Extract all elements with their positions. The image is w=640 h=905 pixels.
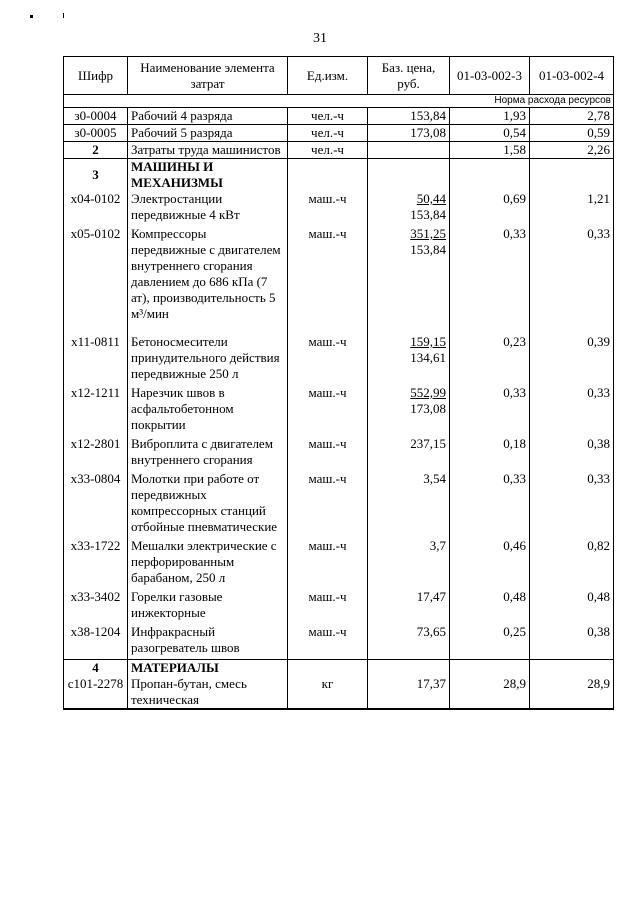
row-value-1: 0,33 (450, 471, 530, 538)
row-code: з0-0004 (64, 108, 128, 125)
row-price (368, 226, 450, 334)
row-value-1: 0,18 (450, 436, 530, 471)
header-unit: Ед.изм. (288, 57, 368, 95)
row-value-1: 0,46 (450, 538, 530, 589)
table-row (64, 125, 614, 142)
row-unit: маш.-ч (288, 624, 368, 660)
row-price-main: 552,99 (410, 385, 446, 400)
row-unit: маш.-ч (288, 538, 368, 589)
row-value-1: 0,25 (450, 624, 530, 660)
row-price-main: 159,15 (410, 334, 446, 349)
row-name: Инфракрасный разогреватель швов (128, 624, 288, 660)
section-title: МАШИНЫ И МЕХАНИЗМЫ (128, 159, 288, 192)
table-header (64, 57, 614, 95)
row-value-2: 2,26 (530, 142, 614, 159)
row-unit: чел.-ч (288, 125, 368, 142)
row-price-secondary: 134,61 (410, 350, 446, 365)
section-number: 3 (64, 159, 128, 192)
row-name: Нарезчик швов в асфальтобетонном покрытии (128, 385, 288, 436)
row-price-main: 50,44 (416, 191, 446, 206)
scan-speck (30, 15, 33, 18)
section-row (64, 660, 614, 677)
row-name: Рабочий 5 разряда (128, 125, 288, 142)
row-code: х12-1211 (64, 385, 128, 436)
table-row (64, 108, 614, 125)
row-price-secondary: 173,08 (410, 401, 446, 416)
table-row (64, 226, 614, 334)
scan-speck (63, 13, 64, 18)
row-value-1: 1,93 (450, 108, 530, 125)
row-value-1: 0,69 (450, 191, 530, 226)
row-price-main: 351,25 (410, 226, 446, 241)
section-number: 4 (64, 660, 128, 677)
row-price (368, 334, 450, 385)
row-value-1: 0,48 (450, 589, 530, 624)
row-value-2: 2,78 (530, 108, 614, 125)
row-price: 3,7 (368, 538, 450, 589)
header-price: Баз. цена, руб. (368, 57, 450, 95)
row-value-2: 28,9 (530, 676, 614, 709)
row-price: 73,65 (368, 624, 450, 660)
table-row (64, 385, 614, 436)
norm-caption-row (64, 95, 614, 108)
row-code: х33-3402 (64, 589, 128, 624)
row-code: х05-0102 (64, 226, 128, 334)
row-unit: маш.-ч (288, 385, 368, 436)
row-price: 237,15 (368, 436, 450, 471)
table-row (64, 436, 614, 471)
row-code: з0-0005 (64, 125, 128, 142)
row-code: с101-2278 (64, 676, 128, 709)
row-value-1: 0,33 (450, 385, 530, 436)
row-value-2: 0,39 (530, 334, 614, 385)
row-value-1: 28,9 (450, 676, 530, 709)
row-value-2: 0,33 (530, 226, 614, 334)
row-price: 173,08 (368, 125, 450, 142)
row-value-2: 0,48 (530, 589, 614, 624)
table-row (64, 334, 614, 385)
row-code: х33-0804 (64, 471, 128, 538)
row-unit: чел.-ч (288, 142, 368, 159)
row-value-1: 1,58 (450, 142, 530, 159)
row-value-1: 0,54 (450, 125, 530, 142)
row-price (368, 191, 450, 226)
header-name: Наименование элемента затрат (128, 57, 288, 95)
row-value-2: 0,33 (530, 471, 614, 538)
row-code: х04-0102 (64, 191, 128, 226)
row-name: Затраты труда машинистов (128, 142, 288, 159)
row-name: Компрессоры передвижные с двигателем внутреннего сгорания давлением до 686 кПа (7 ат), производительность 5 м³/мин (128, 226, 288, 334)
page-number: 31 (313, 31, 327, 46)
row-code: х33-1722 (64, 538, 128, 589)
row-unit: маш.-ч (288, 436, 368, 471)
table-row (64, 142, 614, 159)
table-row (64, 676, 614, 709)
row-price (368, 385, 450, 436)
row-value-1: 0,33 (450, 226, 530, 334)
section-number: 2 (64, 142, 128, 159)
row-price: 17,37 (368, 676, 450, 709)
row-name: Виброплита с двигателем внутреннего сгорания (128, 436, 288, 471)
row-price-secondary: 153,84 (410, 242, 446, 257)
row-code: х38-1204 (64, 624, 128, 660)
resource-norms-table (63, 56, 614, 710)
row-price (368, 142, 450, 159)
row-code: х12-2801 (64, 436, 128, 471)
row-code: х11-0811 (64, 334, 128, 385)
row-price: 153,84 (368, 108, 450, 125)
row-name: Электростанции передвижные 4 кВт (128, 191, 288, 226)
section-row (64, 159, 614, 192)
row-value-2: 0,59 (530, 125, 614, 142)
row-price-secondary: 153,84 (410, 207, 446, 222)
row-value-2: 1,21 (530, 191, 614, 226)
table-row (64, 191, 614, 226)
table-row (64, 538, 614, 589)
row-name: Рабочий 4 разряда (128, 108, 288, 125)
row-unit: маш.-ч (288, 334, 368, 385)
row-value-2: 0,38 (530, 624, 614, 660)
row-unit: маш.-ч (288, 191, 368, 226)
row-name: Молотки при работе от передвижных компрессорных станций отбойные пневматические (128, 471, 288, 538)
header-col1: 01-03-002-3 (450, 57, 530, 95)
row-price: 3,54 (368, 471, 450, 538)
row-unit: маш.-ч (288, 226, 368, 334)
row-name: Мешалки электрические с перфорированным барабаном, 250 л (128, 538, 288, 589)
section-title: МАТЕРИАЛЫ (128, 660, 288, 677)
table-row (64, 589, 614, 624)
row-value-2: 0,38 (530, 436, 614, 471)
row-unit: кг (288, 676, 368, 709)
row-name: Пропан-бутан, смесь техническая (128, 676, 288, 709)
header-col2: 01-03-002-4 (530, 57, 614, 95)
row-name: Горелки газовые инжекторные (128, 589, 288, 624)
row-value-1: 0,23 (450, 334, 530, 385)
row-value-2: 0,33 (530, 385, 614, 436)
norm-caption: Норма расхода ресурсов (64, 95, 614, 108)
row-unit: маш.-ч (288, 471, 368, 538)
row-price: 17,47 (368, 589, 450, 624)
row-unit: маш.-ч (288, 589, 368, 624)
row-unit: чел.-ч (288, 108, 368, 125)
table-row (64, 471, 614, 538)
table-row (64, 624, 614, 660)
row-name: Бетоносмесители принудительного действия передвижные 250 л (128, 334, 288, 385)
header-code: Шифр (64, 57, 128, 95)
row-value-2: 0,82 (530, 538, 614, 589)
